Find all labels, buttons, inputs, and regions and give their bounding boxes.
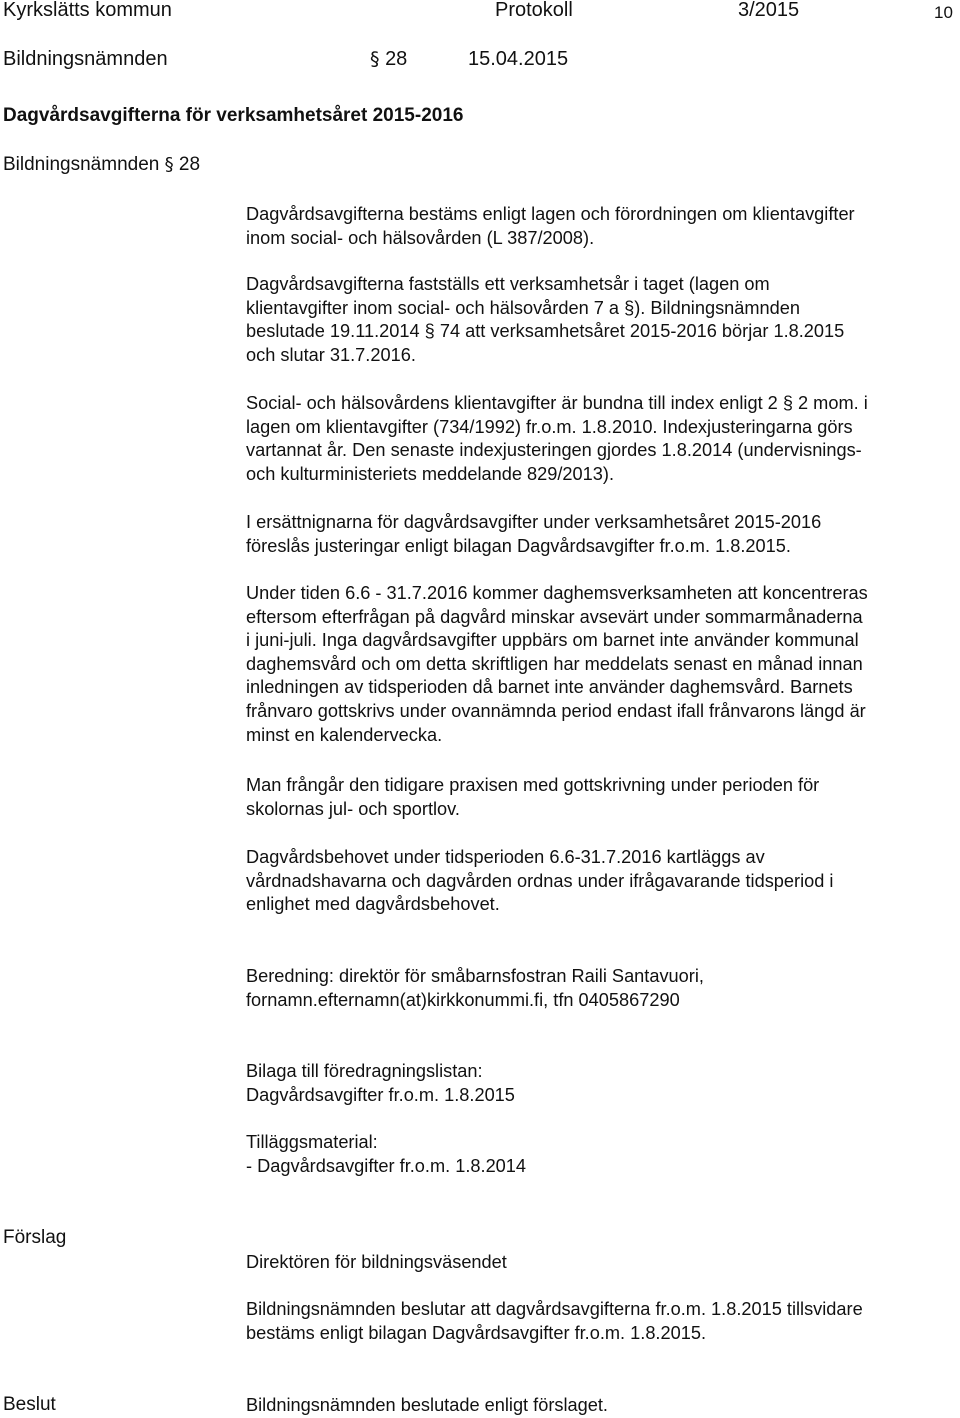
page-number: 10 [934,3,953,22]
paragraph-fee-period: Dagvårdsavgifterna fastställs ett verksamhetsår i taget (lagen om klientavgifter inom social- och hälsovården 7 a §). Bildningsnämnden beslutade 19.11.2014 § 74 att verksamhetsåret 2015-2016 börjar 1.8.2015 och slutar 31.7.2016. [246,274,845,365]
decision-label: Beslut [3,1394,56,1415]
paragraph-holidays: Man frångår den tidigare praxisen med gottskrivning under perioden för skolornas jul- och sportlov. [246,775,820,819]
header-section-ref: § 28 [370,48,408,70]
municipality-name: Kyrkslätts kommun [3,0,172,21]
section-subheading: Bildningsnämnden § 28 [3,154,201,175]
decision-text: Bildningsnämnden beslutade enligt förslaget. [246,1395,608,1415]
paragraph-legal-basis: Dagvårdsavgifterna bestäms enligt lagen och förordningen om klientavgifter inom social- och hälsovården (L 387/2008). [246,204,855,248]
paragraph-summer-period: Under tiden 6.6 - 31.7.2016 kommer daghemsverksamheten att koncentreras eftersom efterfrågan på dagvård minskar avsevärt under sommarmånaderna i juni-juli. Inga dagvårdsavgifter uppbärs om barnet inte använder kommunal daghemsvård och om detta skriftligen har meddelats senast en månad innan inledningen av tidsperioden då barnet inte använder daghemsvård. Barnets frånvaro gottskrivs under ovannämnda period endast ifall frånvarons längd är minst en kalendervecka. [246,583,868,745]
preparation-contact: Beredning: direktör för småbarnsfostran Raili Santavuori, fornamn.efternamn(at)kirkkonummi.fi, tfn 0405867290 [246,966,704,1010]
proposal-text: Bildningsnämnden beslutar att dagvårdsavgifterna fr.o.m. 1.8.2015 tillsvidare bestäms enligt bilagan Dagvårdsavgifter fr.o.m. 1.8.2015. [246,1299,863,1343]
proposal-author: Direktören för bildningsväsendet [246,1252,507,1272]
paragraph-adjustments: I ersättnignarna för dagvårdsavgifter under verksamhetsåret 2015-2016 föreslås justeringar enligt bilagan Dagvårdsavgifter fr.o.m. 1.8.2015. [246,512,822,556]
document-title: Dagvårdsavgifterna för verksamhetsåret 2015-2016 [3,105,464,126]
protocol-number: 3/2015 [738,0,800,21]
paragraph-needs-survey: Dagvårdsbehovet under tidsperioden 6.6-31.7.2016 kartläggs av vårdnadshavarna och dagvården ordnas under ifrågavarande tidsperiod i enlighet med dagvårdsbehovet. [246,847,834,915]
document-type: Protokoll [495,0,573,21]
header-body-name: Bildningsnämnden [3,48,168,70]
supplementary-material: Tilläggsmaterial: - Dagvårdsavgifter fr.o.m. 1.8.2014 [246,1132,527,1176]
attachment-list: Bilaga till föredragningslistan: Dagvårdsavgifter fr.o.m. 1.8.2015 [246,1061,515,1105]
paragraph-index: Social- och hälsovårdens klientavgifter är bundna till index enligt 2 § 2 mom. i lagen om klientavgifter (734/1992) fr.o.m. 1.8.2010. Indexjusteringarna görs vartannat år. Den senaste indexjusteringen gjordes 1.8.2014 (undervisnings- och kulturministeriets meddelande 829/2013). [246,393,868,484]
proposal-label: Förslag [3,1227,67,1248]
meeting-date: 15.04.2015 [468,48,569,70]
